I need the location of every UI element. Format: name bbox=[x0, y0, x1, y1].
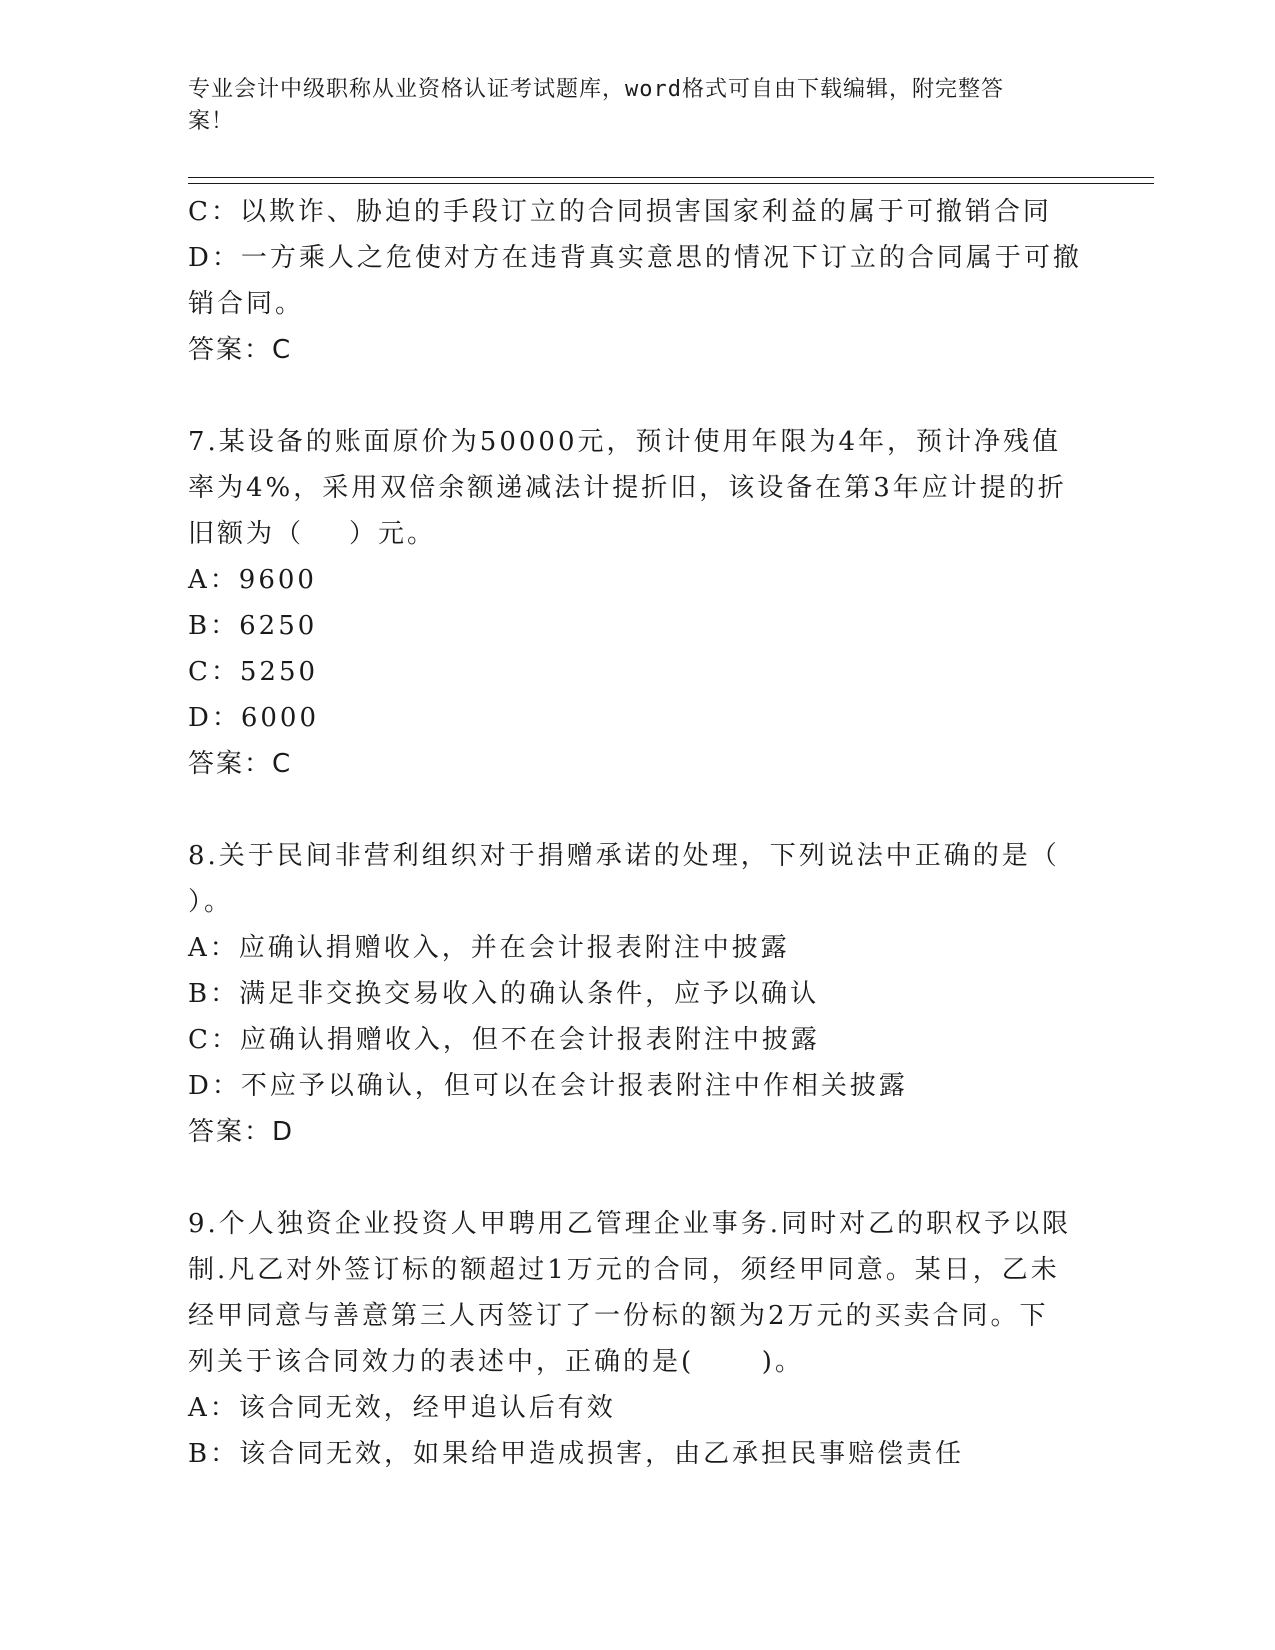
option-b: B：满足非交换交易收入的确认条件，应予以确认 bbox=[188, 979, 820, 1009]
option-d: D：不应予以确认，但可以在会计报表附注中作相关披露 bbox=[188, 1071, 908, 1101]
answer: 答案：D bbox=[188, 1117, 295, 1147]
document-header bbox=[188, 74, 1068, 138]
spacer bbox=[188, 1155, 1088, 1201]
spacer bbox=[188, 373, 1088, 419]
header-divider bbox=[188, 177, 1154, 178]
question-7 bbox=[188, 419, 1088, 787]
question-stem: 9.个人独资企业投资人甲聘用乙管理企业事务.同时对乙的职权予以限 bbox=[188, 1209, 1072, 1239]
question-stem: 制.凡乙对外签订标的额超过1万元的合同，须经甲同意。某日，乙未 bbox=[188, 1255, 1060, 1285]
answer: 答案：C bbox=[188, 335, 293, 365]
question-stem: 经甲同意与善意第三人丙签订了一份标的额为2万元的买卖合同。下 bbox=[188, 1301, 1049, 1331]
option-c: C：5250 bbox=[188, 657, 319, 687]
document-body bbox=[188, 189, 1088, 1477]
option-a: A：该合同无效，经甲追认后有效 bbox=[188, 1393, 616, 1423]
question-stem: 7.某设备的账面原价为50000元，预计使用年限为4年，预计净残值 bbox=[188, 427, 1062, 457]
option-d: D：一方乘人之危使对方在违背真实意思的情况下订立的合同属于可撤 bbox=[188, 243, 1082, 273]
option-a: A：9600 bbox=[188, 565, 317, 595]
option-c: C：以欺诈、胁迫的手段订立的合同损害国家利益的属于可撤销合同 bbox=[188, 197, 1052, 227]
option-b: B：该合同无效，如果给甲造成损害，由乙承担民事赔偿责任 bbox=[188, 1439, 965, 1469]
question-stem: 旧额为（ ）元。 bbox=[188, 519, 437, 549]
question-stem: 8.关于民间非营利组织对于捐赠承诺的处理，下列说法中正确的是（ bbox=[188, 841, 1060, 871]
option-c: C：应确认捐赠收入，但不在会计报表附注中披露 bbox=[188, 1025, 820, 1055]
question-8 bbox=[188, 833, 1088, 1155]
option-a: A：应确认捐赠收入，并在会计报表附注中披露 bbox=[188, 933, 790, 963]
option-d: D：6000 bbox=[188, 703, 320, 733]
header-divider bbox=[188, 183, 1154, 184]
question-stem: ）。 bbox=[188, 887, 234, 917]
option-d-continued: 销合同。 bbox=[188, 289, 305, 319]
answer: 答案：C bbox=[188, 749, 293, 779]
question-6 bbox=[188, 189, 1088, 373]
question-stem: 列关于该合同效力的表述中，正确的是( )。 bbox=[188, 1347, 804, 1377]
header-line: 案！ bbox=[188, 109, 235, 134]
spacer bbox=[188, 787, 1088, 833]
header-line: 专业会计中级职称从业资格认证考试题库，word格式可自由下载编辑，附完整答 bbox=[188, 77, 1004, 102]
question-9 bbox=[188, 1201, 1088, 1477]
question-stem: 率为4%，采用双倍余额递减法计提折旧，该设备在第3年应计提的折 bbox=[188, 473, 1067, 503]
option-b: B：6250 bbox=[188, 611, 318, 641]
